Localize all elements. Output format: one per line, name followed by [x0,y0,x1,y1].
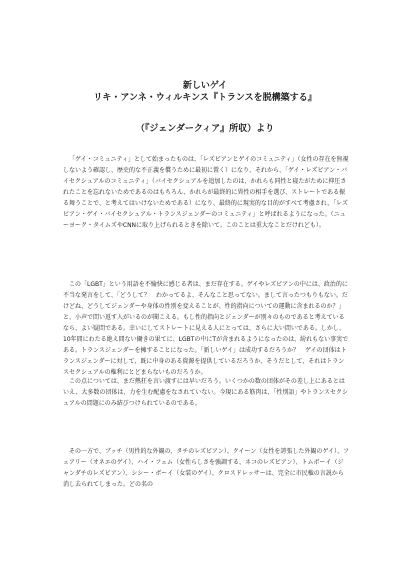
paragraph-4 [63,446,349,490]
paragraph-1 [63,154,349,231]
document-header [0,80,410,104]
paragraph-3 [63,376,349,409]
paragraph-1-text: 「ゲイ・コミュニティ」として始まったものは、「レズビアンとゲイのコミュニティ」（女性の存在を無視しないよう確認し、歴史的な不正義を償うために最初に置く）になり、それから、「ゲイ・レズビアン・バイセクシュアルのコミュニティ」（バイセクシュアルを追加したのは、かれらも同性と寝たがために抑圧されたことを忘れないためであるのはもちろん、かれらが最終的に異性の相手を選び、ストレートである振る舞うことで、と考えてはいけないためである）になり、最終的に現実的な目的がすべて考慮され、「レズビアン・ゲイ・バイセクシュアル・トランスジェンダーのコミュニティ」と呼ばれるようになった。（ニューヨーク・タイムズやCNNに取り上げられるときを除いて。このことは重大なことだけれども）。 [63,156,349,229]
paragraph-2 [63,279,349,378]
paragraph-3-text: この点については、まだ熱狂を言い渡すには早いだろう。いくつかの数の団体がその差し上にあるとはいえ、大多数の団体は、力を生む配慮をなされていない。今現にある筋肉は、「性別語」やトランスセクシュアルの問題にのみ結びつけられているのである。 [63,378,349,407]
header-title: 新しいゲイ [182,81,228,91]
paragraph-4-text: その一方で、ブッチ（男性的な外観の、タチのレズビアン）、クイーン（女性を誇張した外観のゲイ）、フェアリー（オネエのゲイ）、ハイ・フェム（女性らしさを強調する、ネコのレズビアン）、トムボーイ（ジャンダチのレズビアン）、シシー・ボーイ（女装のゲイ）、クロスドレッサーは、完全に市民権の言説から消し去られてしまった。どの名の [63,448,349,488]
header-source-subtitle: （『ジェンダークィア』所収）より [135,124,275,134]
header-author-title: リキ・アンネ・ウィルキンス『トランスを脱構築する』 [93,93,317,103]
paragraph-2-text: この「LGBT」という用語を不愉快に感じる者は、まだ存在する。ゲイやレズビアンの中には、政治的に不当な発言をして、「どうして？ わかってるよ、そんなこと思ってない。まして言ったつもりもない。だけどね、どうしてジェンダーや身体の性別を変えることが、性的指向についての運動に含まれるのか？」と、小声で問い返す人がいるのが聞こえる。もし性的指向とジェンダーが別々のものであると考えているなら、よい疑問である。幸いにしてストレートに見える人にとっては、さらに大い問いである。しかし、10年間にわたる絶え間ない働きの果てに、LGBTの中にTが含まれるようになったのは、紛れもない事実である。トランスジェンダーを擁することになった。「新しいゲイ」は成功するだろうか？ ゲイの団体はトランスジェンダーに対して、既に中身のある資源を提供しているだろうか、そうだとして、それはトランスセクシュアルの権利にとどまらないものだろうか。 [63,281,349,376]
